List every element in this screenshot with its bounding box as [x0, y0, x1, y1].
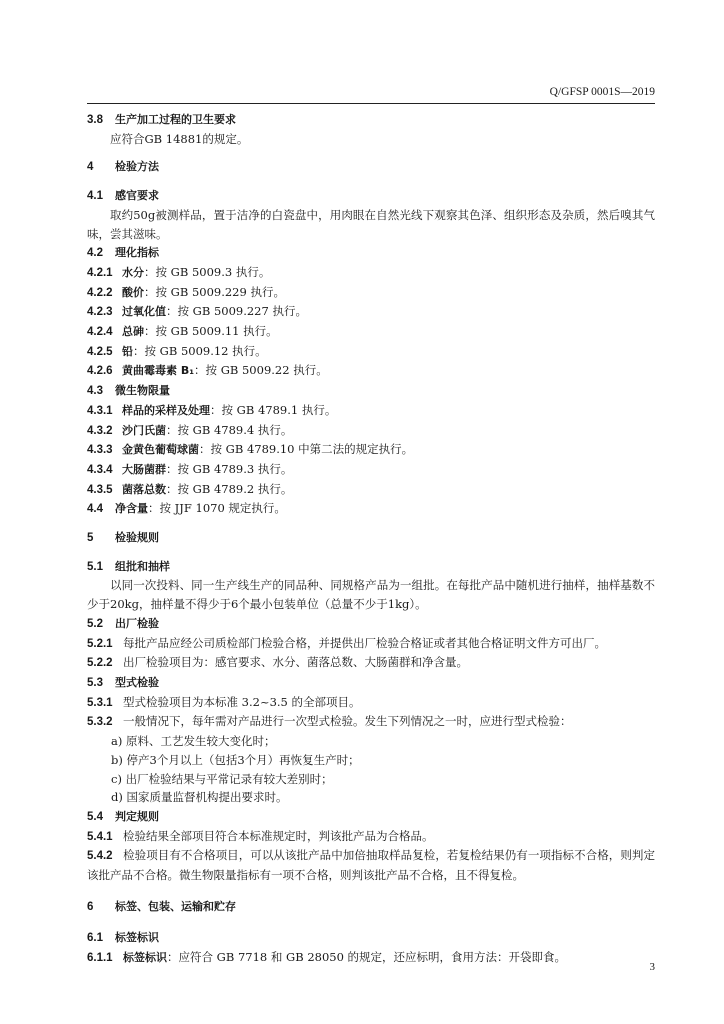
page-number: 3	[649, 961, 655, 973]
section-5-4-heading: 5.4 判定规则	[87, 809, 159, 823]
clause-4-3-5: 4.3.5 菌落总数：按 GB 4789.2 执行。	[87, 481, 293, 496]
section-6-heading: 6 标签、包装、运输和贮存	[87, 899, 236, 913]
clause-5-4-1: 5.4.1 检验结果全部项目符合本标准规定时，判该批产品为合格品。	[87, 828, 434, 843]
clause-4-2-1: 4.2.1 水分：按 GB 5009.3 执行。	[87, 264, 271, 279]
section-5-2-heading: 5.2 出厂检验	[87, 616, 159, 630]
section-4-3-heading: 4.3 微生物限量	[87, 384, 170, 398]
header-rule	[87, 103, 655, 104]
clause-4-3-4: 4.3.4 大肠菌群：按 GB 4789.3 执行。	[87, 461, 293, 476]
section-4-2-heading: 4.2 理化指标	[87, 246, 159, 260]
clause-5-4-2: 5.4.2 检验项目有不合格项目，可以从该批产品中加倍抽取样品复检，若复检结果仍有一项指标不合格，则判定该批产品不合格。微生物限量指标有一项不合格，则判该批产品不合格，且不得复检。	[87, 848, 655, 883]
section-3-8-heading: 3.8 生产加工过程的卫生要求	[87, 113, 236, 126]
clause-4-3-2: 4.3.2 沙门氏菌：按 GB 4789.4 执行。	[87, 422, 293, 437]
clause-4-2-2: 4.2.2 酸价：按 GB 5009.229 执行。	[87, 284, 285, 299]
list-item-c: c) 出厂检验结果与平常记录有较大差别时；	[111, 771, 333, 786]
clause-5-2-1: 5.2.1 每批产品应经公司质检部门检验合格，并提供出厂检验合格证或者其他合格证明文件方可出厂。	[87, 635, 606, 650]
section-5-1-heading: 5.1 组批和抽样	[87, 559, 170, 573]
clause-4-2-5: 4.2.5 铅：按 GB 5009.12 执行。	[87, 343, 267, 358]
section-5-1-text: 以同一次投料、同一生产线生产的同品种、同规格产品为一组批。在每批产品中随机进行抽样，抽样基数不少于20kg，抽样量不得少于6个最小包装单位（总量不少于1kg）。	[87, 578, 655, 612]
section-5-3-heading: 5.3 型式检验	[87, 675, 159, 689]
clause-5-3-2: 5.3.2 一般情况下，每年需对产品进行一次型式检验。发生下列情况之一时，应进行型式检验：	[87, 714, 572, 729]
clause-4-3-3: 4.3.3 金黄色葡萄球菌：按 GB 4789.10 中第二法的规定执行。	[87, 442, 414, 457]
section-4-4: 4.4 净含量：按 JJF 1070 规定执行。	[87, 501, 286, 516]
section-4-1-heading: 4.1 感官要求	[87, 189, 159, 203]
list-item-a: a) 原料、工艺发生较大变化时；	[111, 734, 276, 749]
clause-4-2-3: 4.2.3 过氧化值：按 GB 5009.227 执行。	[87, 304, 307, 319]
list-item-d: d) 国家质量监督机构提出要求时。	[111, 790, 288, 805]
section-6-1-heading: 6.1 标签标识	[87, 931, 159, 945]
clause-5-3-1: 5.3.1 型式检验项目为本标准 3.2~3.5 的全部项目。	[87, 694, 361, 709]
list-item-b: b) 停产3个月以上（包括3个月）再恢复生产时；	[111, 752, 360, 767]
document-body	[87, 110, 655, 968]
clause-4-2-4: 4.2.4 总砷：按 GB 5009.11 执行。	[87, 324, 278, 339]
section-5-heading: 5 检验规则	[87, 531, 159, 545]
document-code: Q/GFSP 0001S—2019	[549, 86, 655, 98]
clause-5-2-2: 5.2.2 出厂检验项目为：感官要求、水分、菌落总数、大肠菌群和净含量。	[87, 655, 468, 670]
section-4-heading: 4 检验方法	[87, 160, 159, 174]
section-3-8-text: 应符合GB 14881的规定。	[110, 131, 249, 146]
clause-4-2-6: 4.2.6 黄曲霉毒素 B₁：按 GB 5009.22 执行。	[87, 363, 328, 378]
clause-4-3-1: 4.3.1 样品的采样及处理：按 GB 4789.1 执行。	[87, 402, 337, 417]
section-4-1-text: 取约50g被测样品，置于洁净的白瓷盘中，用肉眼在自然光线下观察其色泽、组织形态及杂质，然后嗅其气味，尝其滋味。	[87, 207, 655, 241]
clause-6-1-1: 6.1.1 标签标识：应符合 GB 7718 和 GB 28050 的规定，还应标明，食用方法：开袋即食。	[87, 950, 567, 965]
